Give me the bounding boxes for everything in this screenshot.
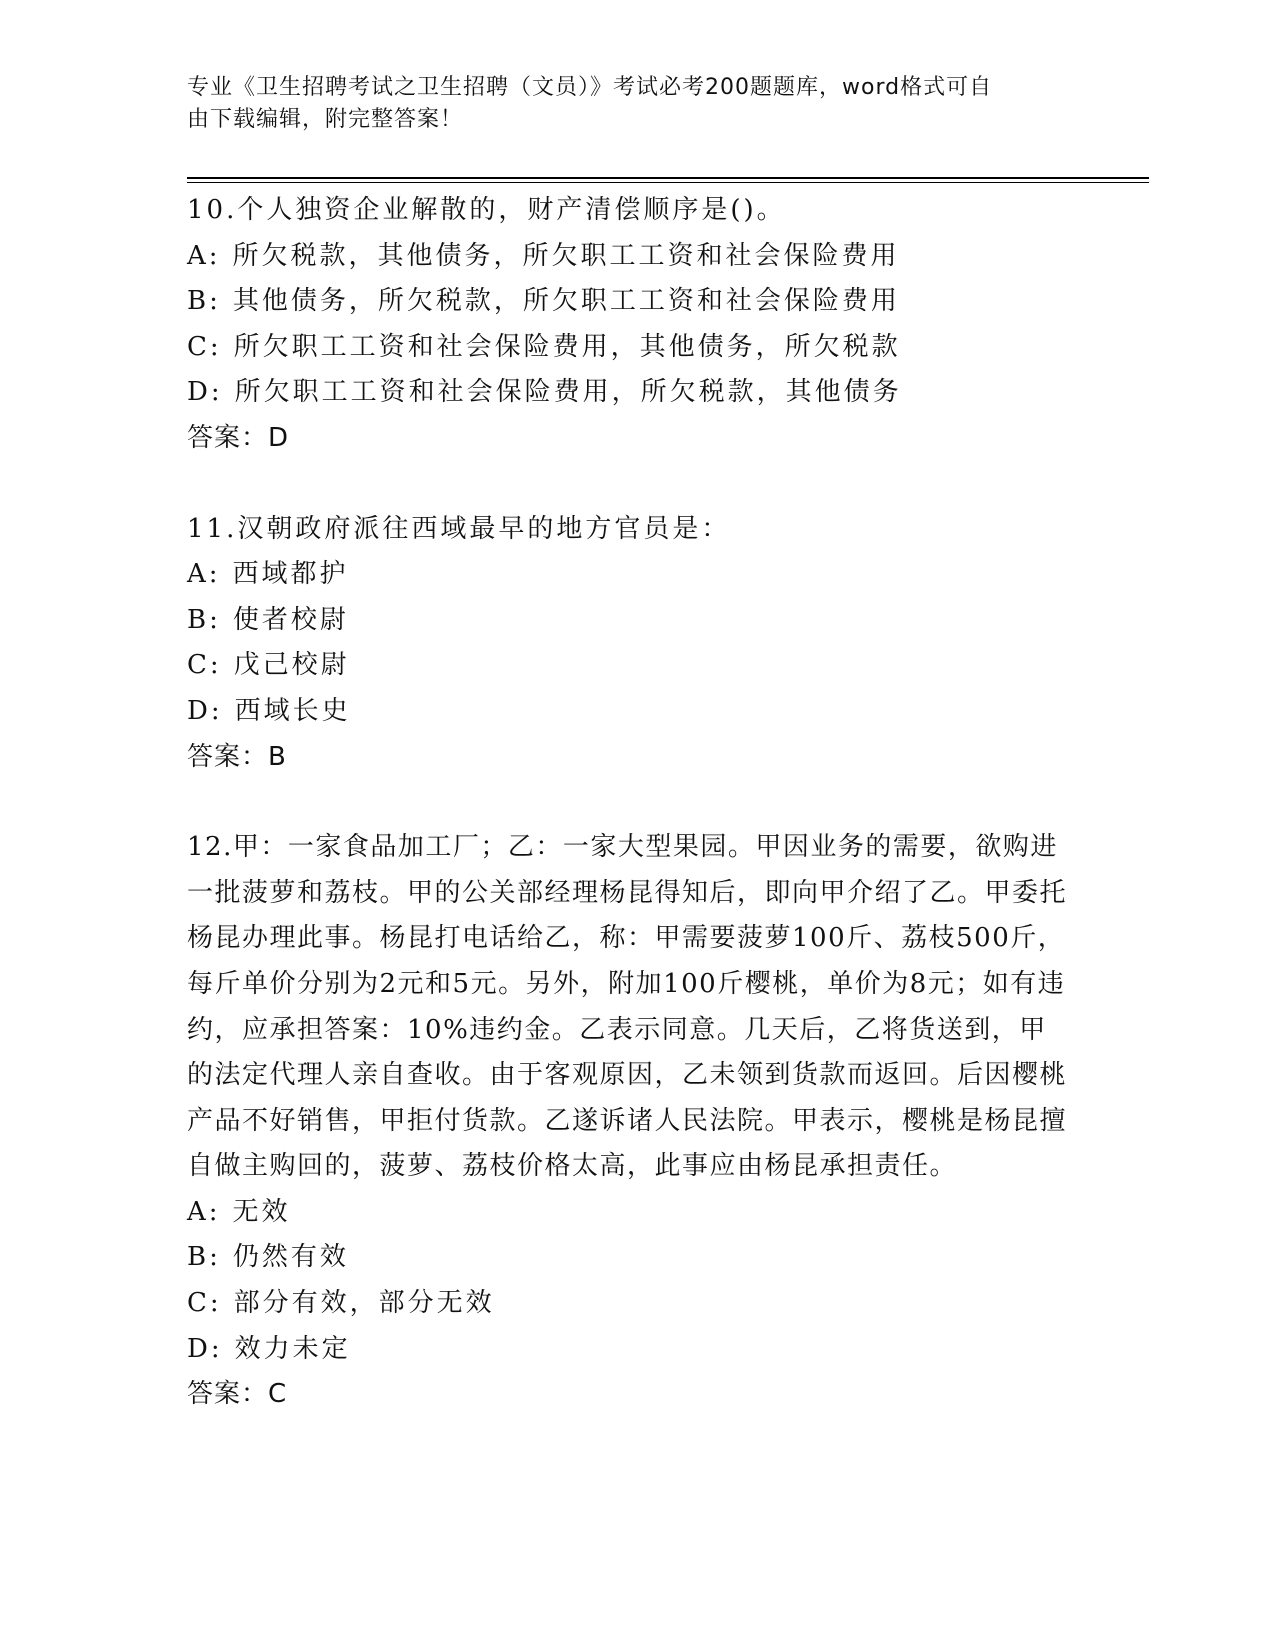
option-text: 所欠职工工资和社会保险费用，其他债务，所欠税款 <box>233 331 901 362</box>
option-text: 所欠税款，其他债务，所欠职工工资和社会保险费用 <box>232 240 900 271</box>
option-text: 其他债务，所欠税款，所欠职工工资和社会保险费用 <box>232 286 900 317</box>
option-letter: D: <box>187 695 223 726</box>
option-letter: B: <box>187 1242 221 1273</box>
option-text: 西域都护 <box>232 559 349 590</box>
option-a <box>187 234 1087 280</box>
option-c <box>187 1281 1087 1327</box>
option-letter: A: <box>187 559 221 590</box>
header-divider-thin <box>187 182 1149 183</box>
option-letter: A: <box>187 1196 221 1227</box>
question-stem: 11.汉朝政府派往西域最早的地方官员是： <box>187 513 731 544</box>
option-text: 所欠职工工资和社会保险费用，所欠税款，其他债务 <box>234 377 902 408</box>
option-b <box>187 598 1087 644</box>
option-text: 使者校尉 <box>232 604 349 635</box>
option-d <box>187 370 1087 416</box>
header-divider <box>187 177 1149 179</box>
option-letter: B: <box>187 286 221 317</box>
option-text: 戊己校尉 <box>233 650 350 681</box>
option-letter: C: <box>187 1288 222 1319</box>
option-letter: D: <box>187 377 223 408</box>
option-letter: C: <box>187 331 222 362</box>
question-10 <box>187 188 1087 462</box>
option-d <box>187 689 1087 735</box>
option-text: 效力未定 <box>234 1333 351 1364</box>
option-a <box>187 552 1087 598</box>
option-text: 无效 <box>232 1196 291 1227</box>
option-letter: C: <box>187 650 222 681</box>
option-letter: A: <box>187 240 221 271</box>
option-b <box>187 1235 1087 1281</box>
option-text: 部分有效，部分无效 <box>233 1288 495 1319</box>
option-b <box>187 279 1087 325</box>
question-list <box>187 188 1087 1418</box>
header-line-2: 由下载编辑，附完整答案！ <box>187 107 464 132</box>
option-c <box>187 325 1087 371</box>
option-text: 西域长史 <box>234 695 351 726</box>
answer-line: 答案：B <box>187 741 287 772</box>
option-c <box>187 643 1087 689</box>
question-stem: 10.个人独资企业解散的，财产清偿顺序是()。 <box>187 195 786 225</box>
option-text: 仍然有效 <box>232 1242 349 1273</box>
header-line-1: 专业《卫生招聘考试之卫生招聘（文员）》考试必考200题题库，word格式可自 <box>187 75 993 100</box>
question-12 <box>187 825 1087 1418</box>
option-a <box>187 1190 1087 1236</box>
option-d <box>187 1327 1087 1373</box>
answer-line: 答案：D <box>187 422 290 453</box>
answer-line: 答案：C <box>187 1379 288 1410</box>
option-letter: B: <box>187 604 221 635</box>
option-letter: D: <box>187 1333 223 1364</box>
document-header <box>187 72 1087 136</box>
question-stem: 12.甲：一家食品加工厂；乙：一家大型果园。甲因业务的需要，欲购进一批菠萝和荔枝。甲的公关部经理杨昆得知后，即向甲介绍了乙。甲委托杨昆办理此事。杨昆打电话给乙，称：甲需要菠萝100斤、荔枝500斤，每斤单价分别为2元和5元。另外，附加100斤樱桃，单价为8元；如有违约，应承担答案：10%违约金。乙表示同意。几天后，乙将货送到，甲的法定代理人亲自查收。由于客观原因，乙未领到货款而返回。后因樱桃产品不好销售，甲拒付货款。乙遂诉诸人民法院。甲表示，樱桃是杨昆擅自做主购回的，菠萝、荔枝价格太高，此事应由杨昆承担责任。 <box>187 832 1068 1182</box>
question-11 <box>187 507 1087 781</box>
